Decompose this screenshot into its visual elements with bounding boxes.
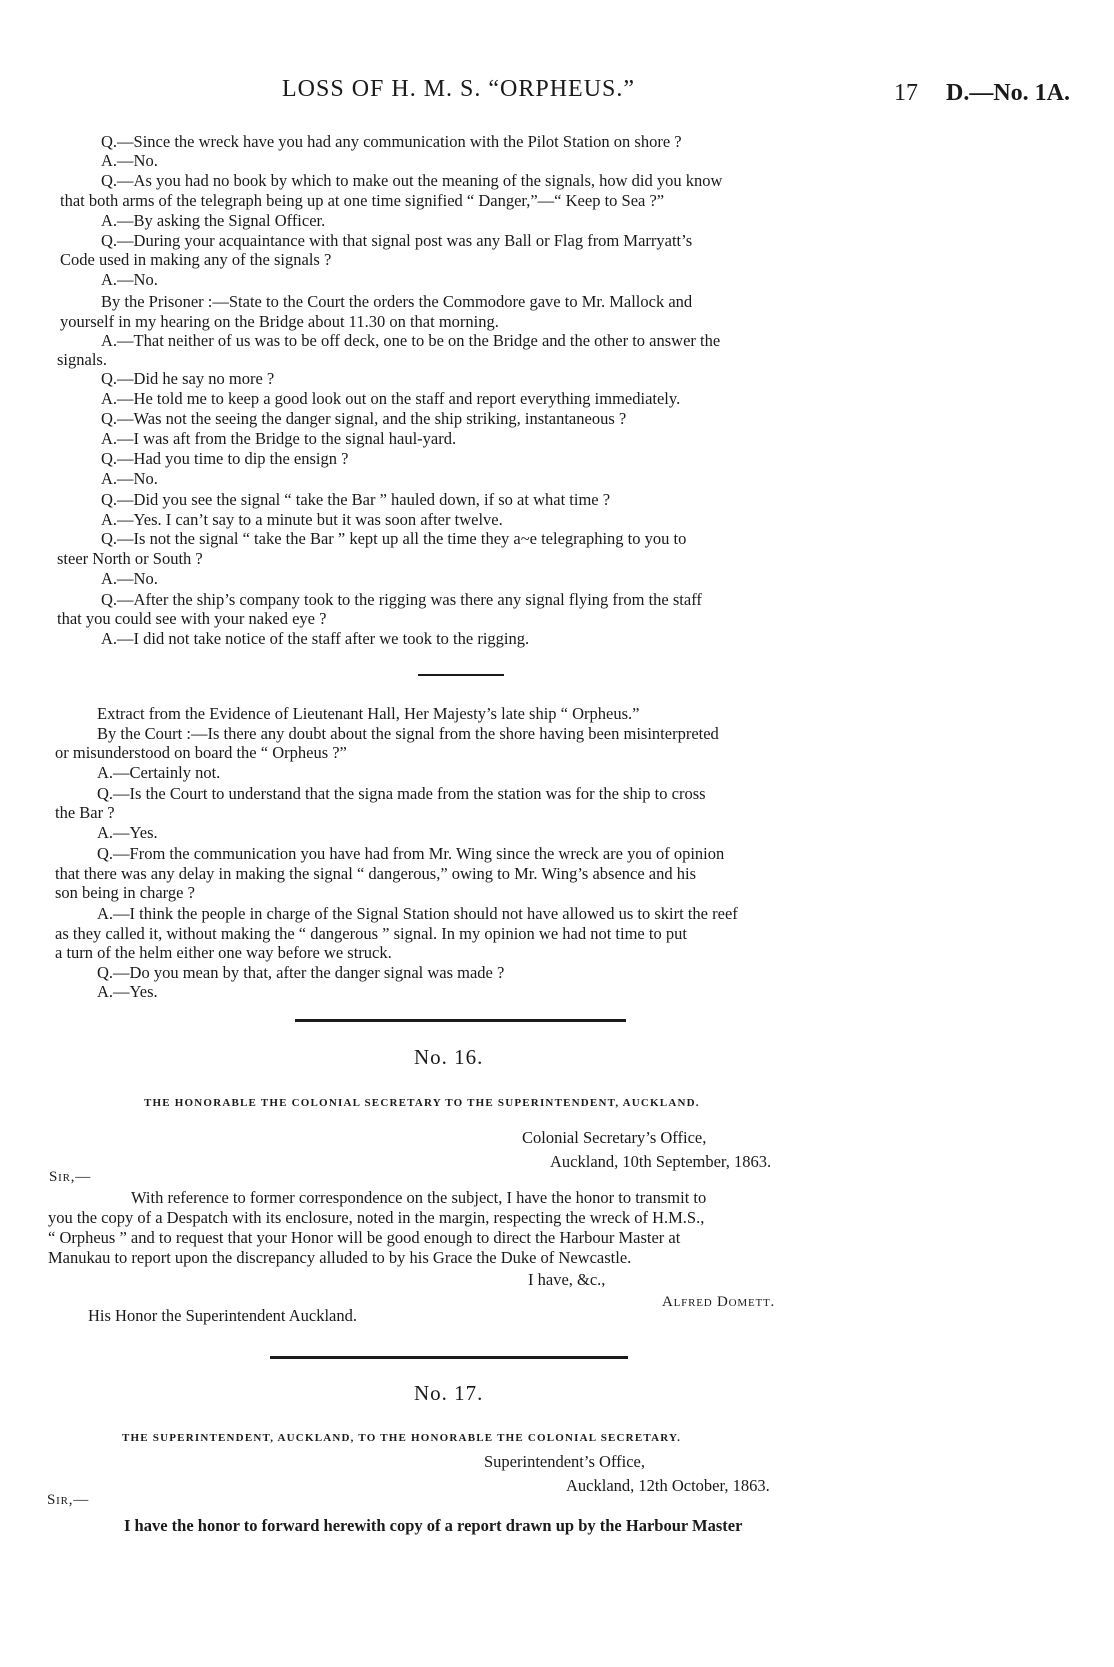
text-line: the Bar ? xyxy=(55,803,115,822)
text-line: A.—No. xyxy=(101,469,158,488)
text-line: A.—No. xyxy=(101,569,158,588)
text-line: or misunderstood on board the “ Orpheus ?” xyxy=(55,743,347,762)
text-line: Q.—Is the Court to understand that the signa made from the station was for the ship to cross xyxy=(97,784,706,803)
text-line: A.—That neither of us was to be off deck, one to be on the Bridge and the other to answer the xyxy=(101,331,721,350)
text-line: yourself in my hearing on the Bridge about 11.30 on that morning. xyxy=(60,312,499,331)
text-line: Q.—Did he say no more ? xyxy=(101,369,275,388)
section-divider xyxy=(270,1356,628,1359)
text-line: signals. xyxy=(57,350,107,369)
section-divider xyxy=(295,1019,626,1022)
text-line: that you could see with your naked eye ? xyxy=(57,609,327,628)
text-line: Q.—Did you see the signal “ take the Bar ” hauled down, if so at what time ? xyxy=(101,490,611,509)
letter-salutation: Sir,— xyxy=(49,1169,92,1185)
text-line: you the copy of a Despatch with its enclosure, noted in the margin, respecting the wreck of H.M.S., xyxy=(48,1208,705,1227)
text-line: Extract from the Evidence of Lieutenant Hall, Her Majesty’s late ship “ Orpheus.” xyxy=(97,704,640,723)
short-divider xyxy=(418,674,504,676)
letter-date: Auckland, 12th October, 1863. xyxy=(566,1476,770,1495)
letter-closing: I have, &c., xyxy=(528,1270,606,1289)
text-line: Q.—As you had no book by which to make out the meaning of the signals, how did you know xyxy=(101,171,723,190)
text-line: Q.—After the ship’s company took to the rigging was there any signal flying from the staff xyxy=(101,590,702,609)
letter-heading: THE HONORABLE THE COLONIAL SECRETARY TO THE SUPERINTENDENT, AUCKLAND. xyxy=(144,1097,700,1109)
text-line: A.—By asking the Signal Officer. xyxy=(101,211,326,230)
letter-date: Auckland, 10th September, 1863. xyxy=(550,1152,772,1171)
text-line: “ Orpheus ” and to request that your Honor will be good enough to direct the Harbour Master at xyxy=(48,1228,681,1247)
text-line: Q.—Do you mean by that, after the danger signal was made ? xyxy=(97,963,505,982)
text-line: A.—No. xyxy=(101,270,158,289)
text-line: A.—Yes. xyxy=(97,823,158,842)
text-line: Q.—Was not the seeing the danger signal, and the ship striking, instantaneous ? xyxy=(101,409,627,428)
letter-heading: THE SUPERINTENDENT, AUCKLAND, TO THE HONORABLE THE COLONIAL SECRETARY. xyxy=(122,1432,682,1444)
text-line: I have the honor to forward herewith copy of a report drawn up by the Harbour Master xyxy=(124,1516,743,1535)
text-line: A.—I think the people in charge of the Signal Station should not have allowed us to skirt the reef xyxy=(97,904,738,923)
text-line: A.—He told me to keep a good look out on the staff and report everything immediately. xyxy=(101,389,681,408)
text-line: A.—I was aft from the Bridge to the signal haul-yard. xyxy=(101,429,457,448)
text-line: A.—Yes. I can’t say to a minute but it was soon after twelve. xyxy=(101,510,503,529)
letter-signature: Alfred Domett. xyxy=(662,1294,776,1310)
letter-addressee: His Honor the Superintendent Auckland. xyxy=(88,1306,357,1325)
text-line: Code used in making any of the signals ? xyxy=(60,250,332,269)
text-line: Q.—During your acquaintance with that signal post was any Ball or Flag from Marryatt’s xyxy=(101,231,693,250)
letter-number: No. 16. xyxy=(414,1045,484,1069)
letter-number: No. 17. xyxy=(414,1381,484,1405)
text-line: a turn of the helm either one way before we struck. xyxy=(55,943,392,962)
text-line: A.—I did not take notice of the staff after we took to the rigging. xyxy=(101,629,530,648)
text-line: son being in charge ? xyxy=(55,883,195,902)
text-line: A.—No. xyxy=(101,151,158,170)
text-line: A.—Certainly not. xyxy=(97,763,221,782)
page-number: 17 xyxy=(894,80,918,106)
text-line: With reference to former correspondence on the subject, I have the honor to transmit to xyxy=(131,1188,707,1207)
text-line: that both arms of the telegraph being up at one time signified “ Danger,”—“ Keep to Sea ?” xyxy=(60,191,665,210)
text-line: Q.—Since the wreck have you had any communication with the Pilot Station on shore ? xyxy=(101,132,682,151)
text-line: By the Court :—Is there any doubt about the signal from the shore having been misinterpreted xyxy=(97,724,719,743)
text-line: Q.—From the communication you have had from Mr. Wing since the wreck are you of opinion xyxy=(97,844,725,863)
text-line: By the Prisoner :—State to the Court the orders the Commodore gave to Mr. Mallock and xyxy=(101,292,693,311)
text-line: A.—Yes. xyxy=(97,982,158,1001)
text-line: steer North or South ? xyxy=(57,549,203,568)
text-line: Q.—Had you time to dip the ensign ? xyxy=(101,449,349,468)
text-line: Q.—Is not the signal “ take the Bar ” kept up all the time they a~e telegraphing to you to xyxy=(101,529,687,548)
letter-salutation: Sir,— xyxy=(47,1492,90,1508)
text-line: Manukau to report upon the discrepancy alluded to by his Grace the Duke of Newcastle. xyxy=(48,1248,632,1267)
text-line: that there was any delay in making the signal “ dangerous,” owing to Mr. Wing’s absence and his xyxy=(55,864,697,883)
document-reference: D.—No. 1A. xyxy=(946,80,1070,106)
page-title: LOSS OF H. M. S. “ORPHEUS.” xyxy=(282,76,636,102)
letter-office: Colonial Secretary’s Office, xyxy=(522,1128,707,1147)
text-line: as they called it, without making the “ dangerous ” signal. In my opinion we had not time to put xyxy=(55,924,687,943)
letter-office: Superintendent’s Office, xyxy=(484,1452,645,1471)
